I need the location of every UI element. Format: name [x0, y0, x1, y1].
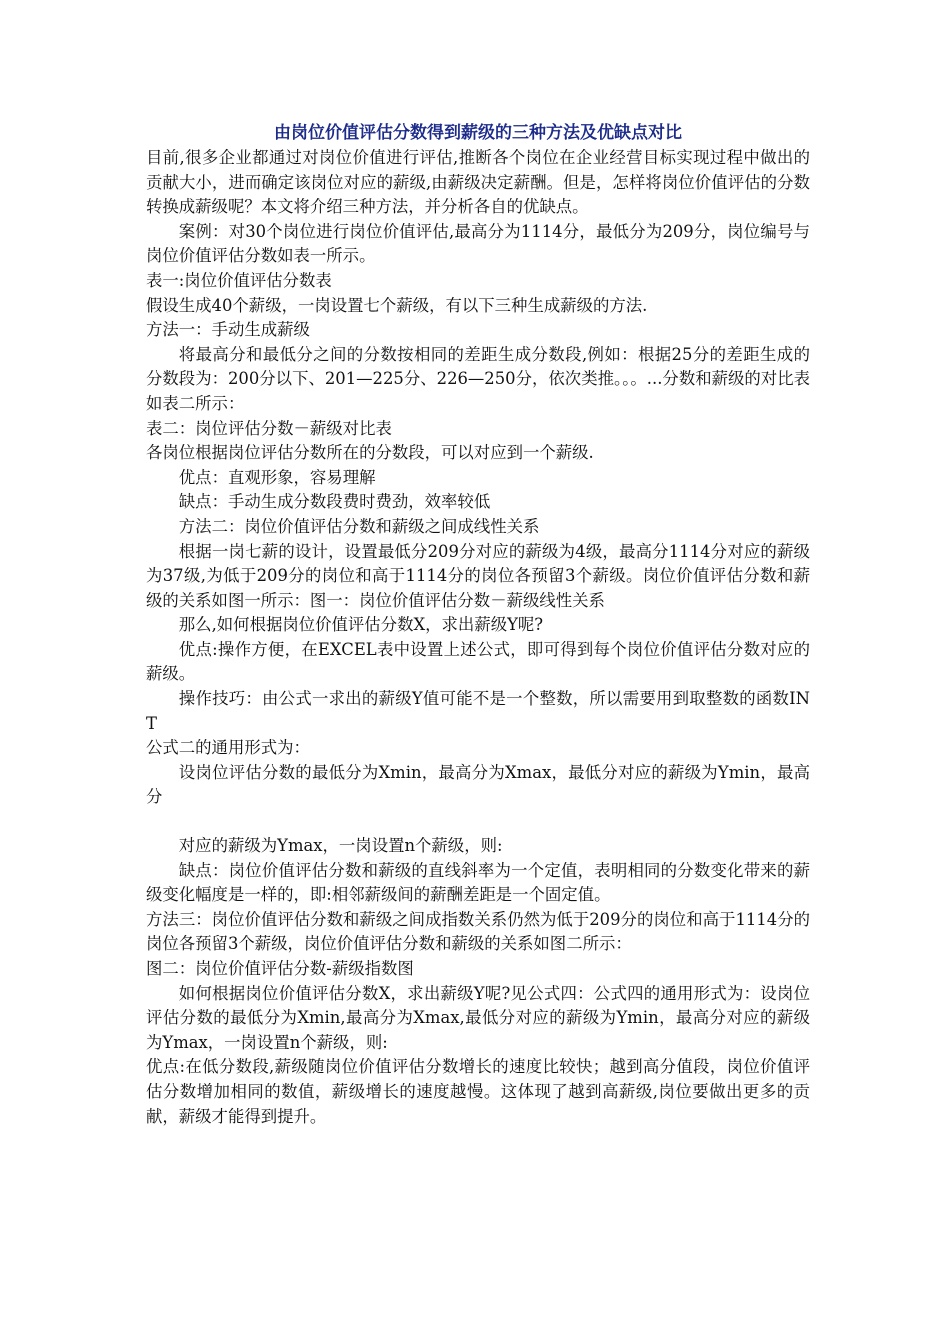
method1-description: 将最高分和最低分之间的分数按相同的差距生成分数段,例如：根据25分的差距生成的分数段为：200分以下、201—225分、226—250分，依次类推。。。...分数和薪级的对比表如表二所示：	[146, 344, 810, 413]
method2-heading: 方法二：岗位价值评估分数和薪级之间成线性关系	[178, 516, 540, 536]
document-page	[146, 120, 810, 1129]
method3-question: 如何根据岗位价值评估分数X，求出薪级Y呢?见公式四：公式四的通用形式为：设岗位评估分数的最低分为Xmin,最高分为Xmax,最低分对应的薪级为Ymin，最高分对应的薪级为Ymax，一岗设置n个薪级，则:	[146, 983, 810, 1052]
formula2-definition: 设岗位评估分数的最低分为Xmin，最高分为Xmax，最低分对应的薪级为Ymin，最高分	[146, 762, 810, 807]
method1-mapping: 各岗位根据岗位评估分数所在的分数段，可以对应到一个薪级.	[146, 443, 594, 463]
method2-disadvantage: 缺点：岗位价值评估分数和薪级的直线斜率为一个定值，表明相同的分数变化带来的薪级变化幅度是一样的，即:相邻薪级间的薪酬差距是一个固定值。	[146, 860, 810, 905]
assumption-paragraph: 假设生成40个薪级，一岗设置七个薪级，有以下三种生成薪级的方法.	[146, 295, 648, 315]
table2-caption: 表二：岗位评估分数－薪级对比表	[146, 418, 392, 438]
method2-description: 根据一岗七薪的设计，设置最低分209分对应的薪级为4级，最高分1114分对应的薪级为37级,为低于209分的岗位和高于1114分的岗位各预留3个薪级。岗位价值评估分数和薪级的关系如图一所示：图一：岗位价值评估分数－薪级线性关系	[146, 541, 810, 610]
document-title: 由岗位价值评估分数得到薪级的三种方法及优缺点对比	[274, 123, 682, 143]
method1-disadvantage: 缺点：手动生成分数段费时费劲，效率较低	[178, 492, 491, 512]
figure2-caption: 图二：岗位价值评估分数-薪级指数图	[146, 959, 414, 978]
blank-line	[146, 810, 810, 834]
method2-tip: 操作技巧：由公式一求出的薪级Y值可能不是一个整数，所以需要用到取整数的函数INT	[146, 689, 810, 733]
method1-heading: 方法一：手动生成薪级	[146, 320, 310, 340]
method1-advantage: 优点：直观形象，容易理解	[178, 467, 376, 487]
method2-advantage: 优点:操作方便，在EXCEL表中设置上述公式，即可得到每个岗位价值评估分数对应的薪级。	[146, 639, 810, 684]
method3-heading: 方法三：岗位价值评估分数和薪级之间成指数关系仍然为低于209分的岗位和高于1114分的岗位各预留3个薪级，岗位价值评估分数和薪级的关系如图二所示：	[146, 909, 810, 954]
table1-caption: 表一:岗位价值评估分数表	[146, 270, 332, 290]
method3-advantage: 优点:在低分数段,薪级随岗位价值评估分数增长的速度比较快；越到高分值段，岗位价值评估分数增加相同的数值，薪级增长的速度越慢。这体现了越到高薪级,岗位要做出更多的贡献，薪级才能得到提升。	[146, 1057, 810, 1126]
method2-question: 那么,如何根据岗位价值评估分数X，求出薪级Y呢?	[178, 615, 544, 635]
case-paragraph: 案例：对30个岗位进行岗位价值评估,最高分为1114分，最低分为209分，岗位编号与岗位价值评估分数如表一所示。	[146, 221, 810, 266]
formula2-continuation: 对应的薪级为Ymax，一岗设置n个薪级，则:	[178, 836, 503, 856]
intro-paragraph: 目前,很多企业都通过对岗位价值进行评估,推断各个岗位在企业经营目标实现过程中做出的贡献大小，进而确定该岗位对应的薪级,由薪级决定薪酬。但是，怎样将岗位价值评估的分数转换成薪级呢？本文将介绍三种方法，并分析各自的优缺点。	[146, 148, 810, 217]
formula2-heading: 公式二的通用形式为：	[146, 738, 310, 758]
